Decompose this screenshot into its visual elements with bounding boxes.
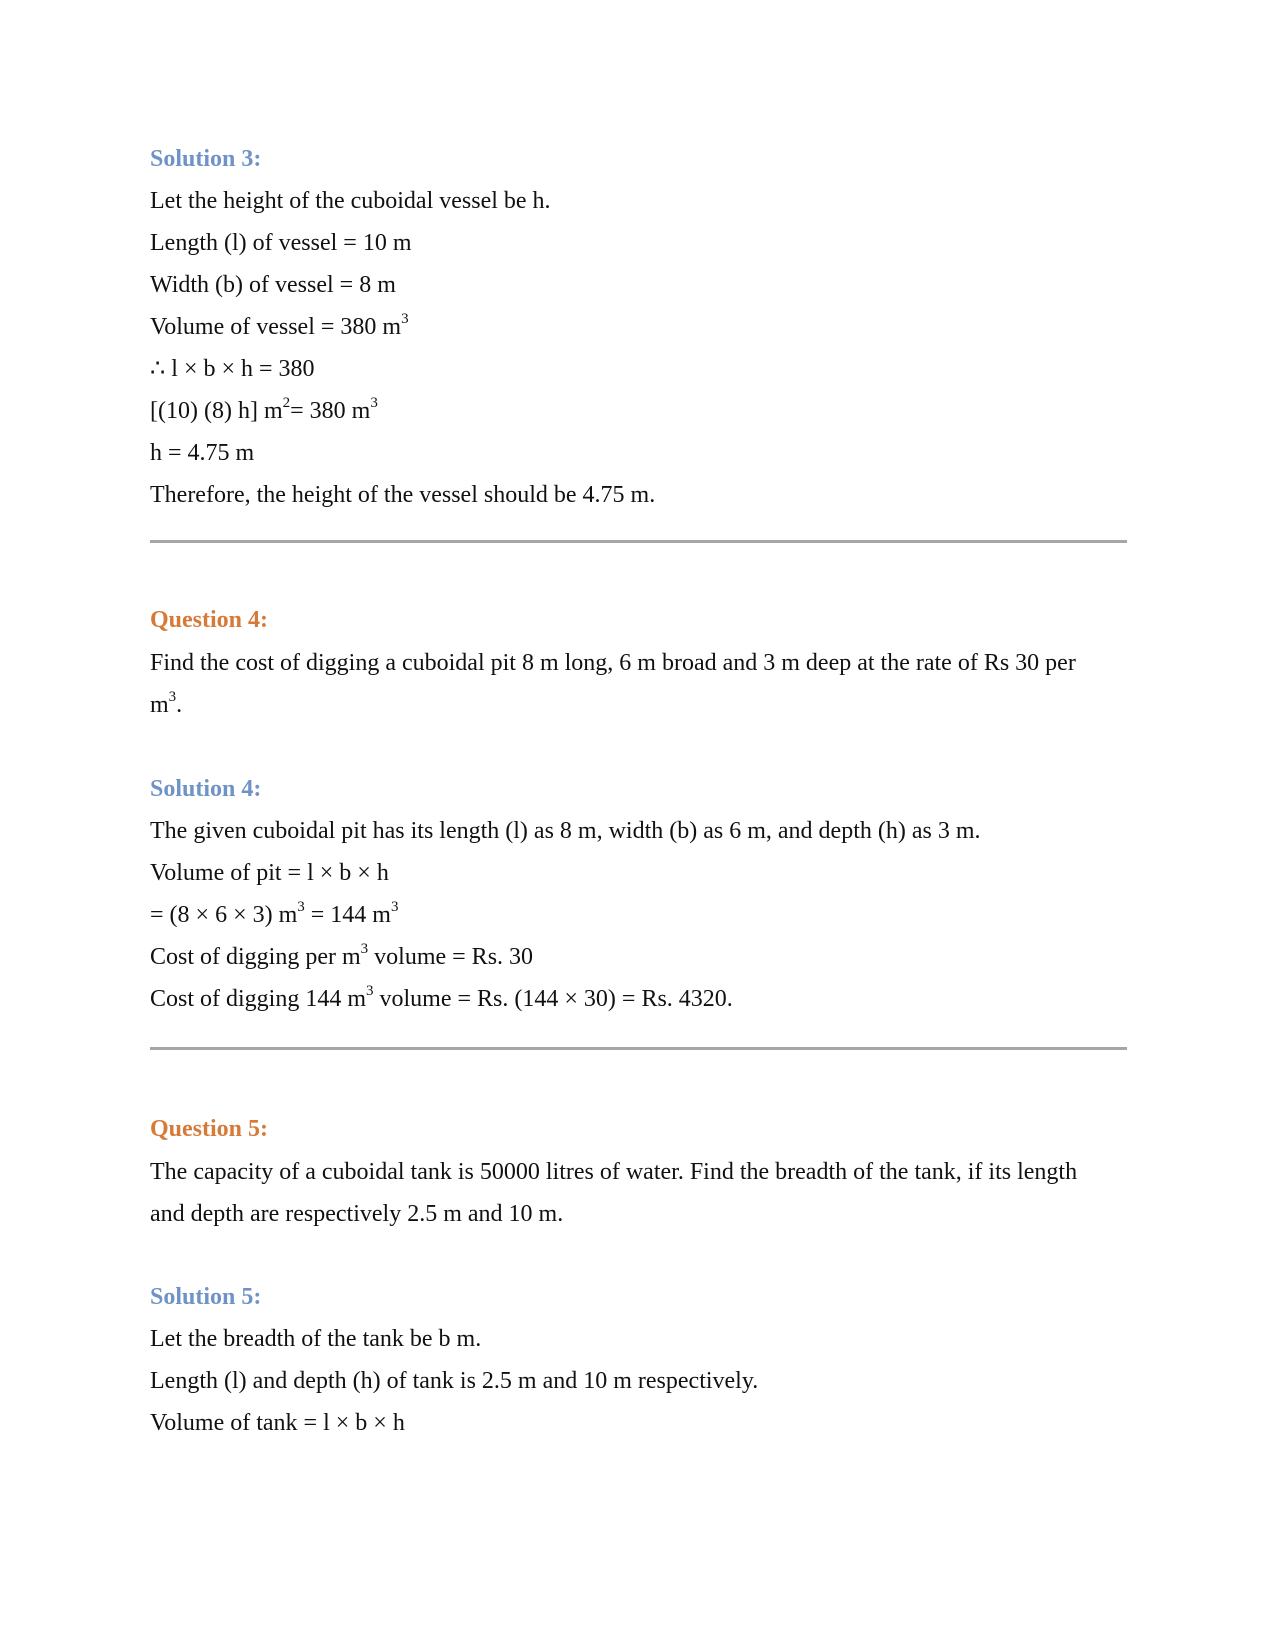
question-4-line-1: Find the cost of digging a cuboidal pit 8 m long, 6 m broad and 3 m deep at the rate of Rs 30 per — [150, 650, 1076, 676]
equation-text: [(10) (8) h] m — [150, 398, 283, 424]
equation-text: = 380 m — [290, 398, 371, 424]
solution-5-line-2: Length (l) and depth (h) of tank is 2.5 m and 10 m respectively. — [150, 1368, 759, 1394]
unit-text: m — [150, 692, 169, 718]
solution-3-line-1: Let the height of the cuboidal vessel be h. — [150, 188, 551, 214]
volume-text: Volume of vessel = 380 m — [150, 314, 402, 340]
superscript: 3 — [297, 899, 305, 915]
superscript: 3 — [366, 983, 374, 999]
period: . — [176, 692, 183, 718]
question-5-line-1: The capacity of a cuboidal tank is 50000 litres of water. Find the breadth of the tank, if its length — [150, 1159, 1078, 1185]
cost-text: volume = Rs. (144 × 30) = Rs. 4320. — [373, 986, 733, 1012]
solution-3-line-2: Length (l) of vessel = 10 m — [150, 230, 412, 256]
superscript: 3 — [390, 899, 399, 915]
solution-3-equation-2 — [150, 396, 378, 426]
solution-4-line-1: The given cuboidal pit has its length (l) as 8 m, width (b) as 6 m, and depth (h) as 3 m. — [150, 818, 981, 844]
solution-3-volume-line — [150, 312, 409, 342]
cost-text: Cost of digging 144 m — [150, 986, 367, 1012]
solution-3-conclusion: Therefore, the height of the vessel should be 4.75 m. — [150, 482, 656, 508]
solution-4-line-3 — [150, 900, 398, 930]
solution-4-heading: Solution 4: — [150, 776, 262, 802]
solution-4-line-4 — [150, 942, 533, 972]
solution-5-heading: Solution 5: — [150, 1284, 262, 1310]
superscript: 3 — [168, 689, 177, 705]
equation-text: = 144 m — [304, 902, 391, 928]
question-4-line-2 — [150, 690, 182, 720]
superscript: 2 — [282, 395, 291, 411]
solution-5-line-1: Let the breadth of the tank be b m. — [150, 1326, 482, 1352]
solution-3-line-3: Width (b) of vessel = 8 m — [150, 272, 396, 298]
superscript: 3 — [360, 941, 369, 957]
cost-text: Cost of digging per m — [150, 944, 361, 970]
solution-5-line-3: Volume of tank = l × b × h — [150, 1410, 405, 1436]
question-5-line-2: and depth are respectively 2.5 m and 10 m. — [150, 1201, 564, 1227]
solution-3-heading: Solution 3: — [150, 146, 262, 172]
equation-text: = (8 × 6 × 3) m — [150, 902, 298, 928]
solution-4-line-2: Volume of pit = l × b × h — [150, 860, 389, 886]
superscript: 3 — [370, 395, 378, 411]
solution-3-result: h = 4.75 m — [150, 440, 255, 466]
solution-3-equation-1: ∴ l × b × h = 380 — [150, 356, 315, 382]
question-4-heading: Question 4: — [150, 607, 269, 633]
section-divider — [150, 1047, 1127, 1050]
question-5-heading: Question 5: — [150, 1116, 269, 1142]
superscript: 3 — [401, 311, 409, 327]
solution-4-line-5 — [150, 984, 733, 1014]
section-divider — [150, 540, 1127, 543]
cost-text: volume = Rs. 30 — [368, 944, 534, 970]
